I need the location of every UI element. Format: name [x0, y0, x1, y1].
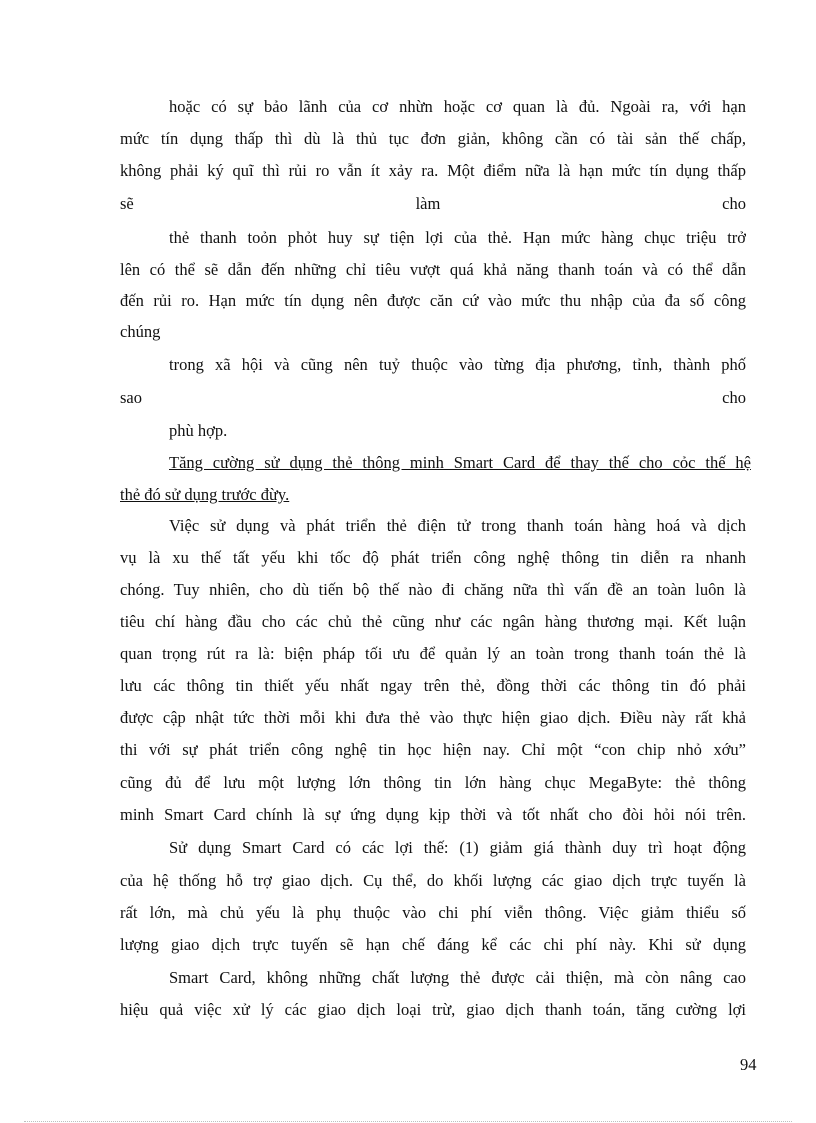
text-line: lượng giao dịch trực tuyến sẽ hạn chế đáng kể các chi phí này. Khi sử dụng	[120, 935, 746, 954]
text-line: minh Smart Card chính là sự ứng dụng kịp thời và tốt nhất cho đòi hỏi nói trên.	[120, 805, 746, 824]
text-line: trong xã hội và cũng nên tuỷ thuộc vào từng địa phương, tỉnh, thành phố	[169, 355, 746, 374]
text-line: không phải ký quĩ thì rủi ro vẫn ít xảy ra. Một điểm nữa là hạn mức tín dụng thấp	[120, 161, 746, 180]
text-line: sao cho	[120, 388, 746, 407]
text-line: hoặc có sự bảo lãnh của cơ nhừn hoặc cơ quan là đủ. Ngoài ra, với hạn	[169, 97, 746, 116]
bottom-divider	[24, 1121, 792, 1122]
text-line: lên có thể sẽ dẫn đến những chỉ tiêu vượt quá khả năng thanh toán và có thể dẫn	[120, 260, 746, 279]
text-line: phù hợp.	[169, 421, 228, 440]
text-line: mức tín dụng thấp thì dù là thủ tục đơn giản, không cần có tài sản thế chấp,	[120, 129, 746, 148]
text-line: Việc sử dụng và phát triển thẻ điện tử trong thanh toán hàng hoá và dịch	[169, 516, 746, 535]
text-line: lưu các thông tin thiết yếu nhất ngay trên thẻ, đồng thời các thông tin đó phải	[120, 676, 746, 695]
text-line: đến rủi ro. Hạn mức tín dụng nên được căn cứ vào mức thu nhập của đa số công	[120, 291, 746, 310]
page-number: 94	[740, 1055, 757, 1074]
text-line: Sử dụng Smart Card có các lợi thế: (1) giảm giá thành duy trì hoạt động	[169, 838, 746, 857]
text-line: vụ là xu thế tất yếu khi tốc độ phát triển công nghệ thông tin diễn ra nhanh	[120, 548, 746, 567]
text-line: cũng đủ để lưu một lượng lớn thông tin lớn hàng chục MegaByte: thẻ thông	[120, 773, 746, 792]
text-line: chóng. Tuy nhiên, cho dù tiến bộ thế nào đi chăng nữa thì vấn đề an toàn luôn là	[120, 580, 746, 599]
section-heading-line: thẻ đó sử dụng trước đừy.	[120, 485, 290, 504]
text-line: quan trọng rút ra là: biện pháp tối ưu để quản lý an toàn trong thanh toán thẻ là	[120, 644, 746, 663]
text-line: được cập nhật tức thời mỗi khi đưa thẻ vào thực hiện giao dịch. Điều này rất khả	[120, 708, 746, 727]
text-line: chúng	[120, 322, 161, 341]
section-heading-line: Tăng cường sử dụng thẻ thông minh Smart Card để thay thế cho cỏc thế hệ	[169, 453, 751, 472]
text-line: của hệ thống hỗ trợ giao dịch. Cụ thể, do khối lượng các giao dịch trực tuyến là	[120, 871, 746, 890]
text-line: Smart Card, không những chất lượng thẻ được cải thiện, mà còn nâng cao	[169, 968, 746, 987]
text-line: thẻ thanh toỏn phỏt huy sự tiện lợi của thẻ. Hạn mức hàng chục triệu trở	[169, 228, 746, 247]
text-line: sẽ làm cho	[120, 194, 746, 213]
text-line: rất lớn, mà chủ yếu là phụ thuộc vào chi phí viễn thông. Việc giảm thiểu số	[120, 903, 746, 922]
text-line: hiệu quả việc xử lý các giao dịch loại trừ, giao dịch thanh toán, tăng cường lợi	[120, 1000, 746, 1019]
text-line: tiêu chí hàng đầu cho các chủ thẻ cũng như các ngân hàng thương mại. Kết luận	[120, 612, 746, 631]
text-line: thi với sự phát triển công nghệ tin học hiện nay. Chỉ một “con chip nhỏ xớu”	[120, 740, 746, 759]
